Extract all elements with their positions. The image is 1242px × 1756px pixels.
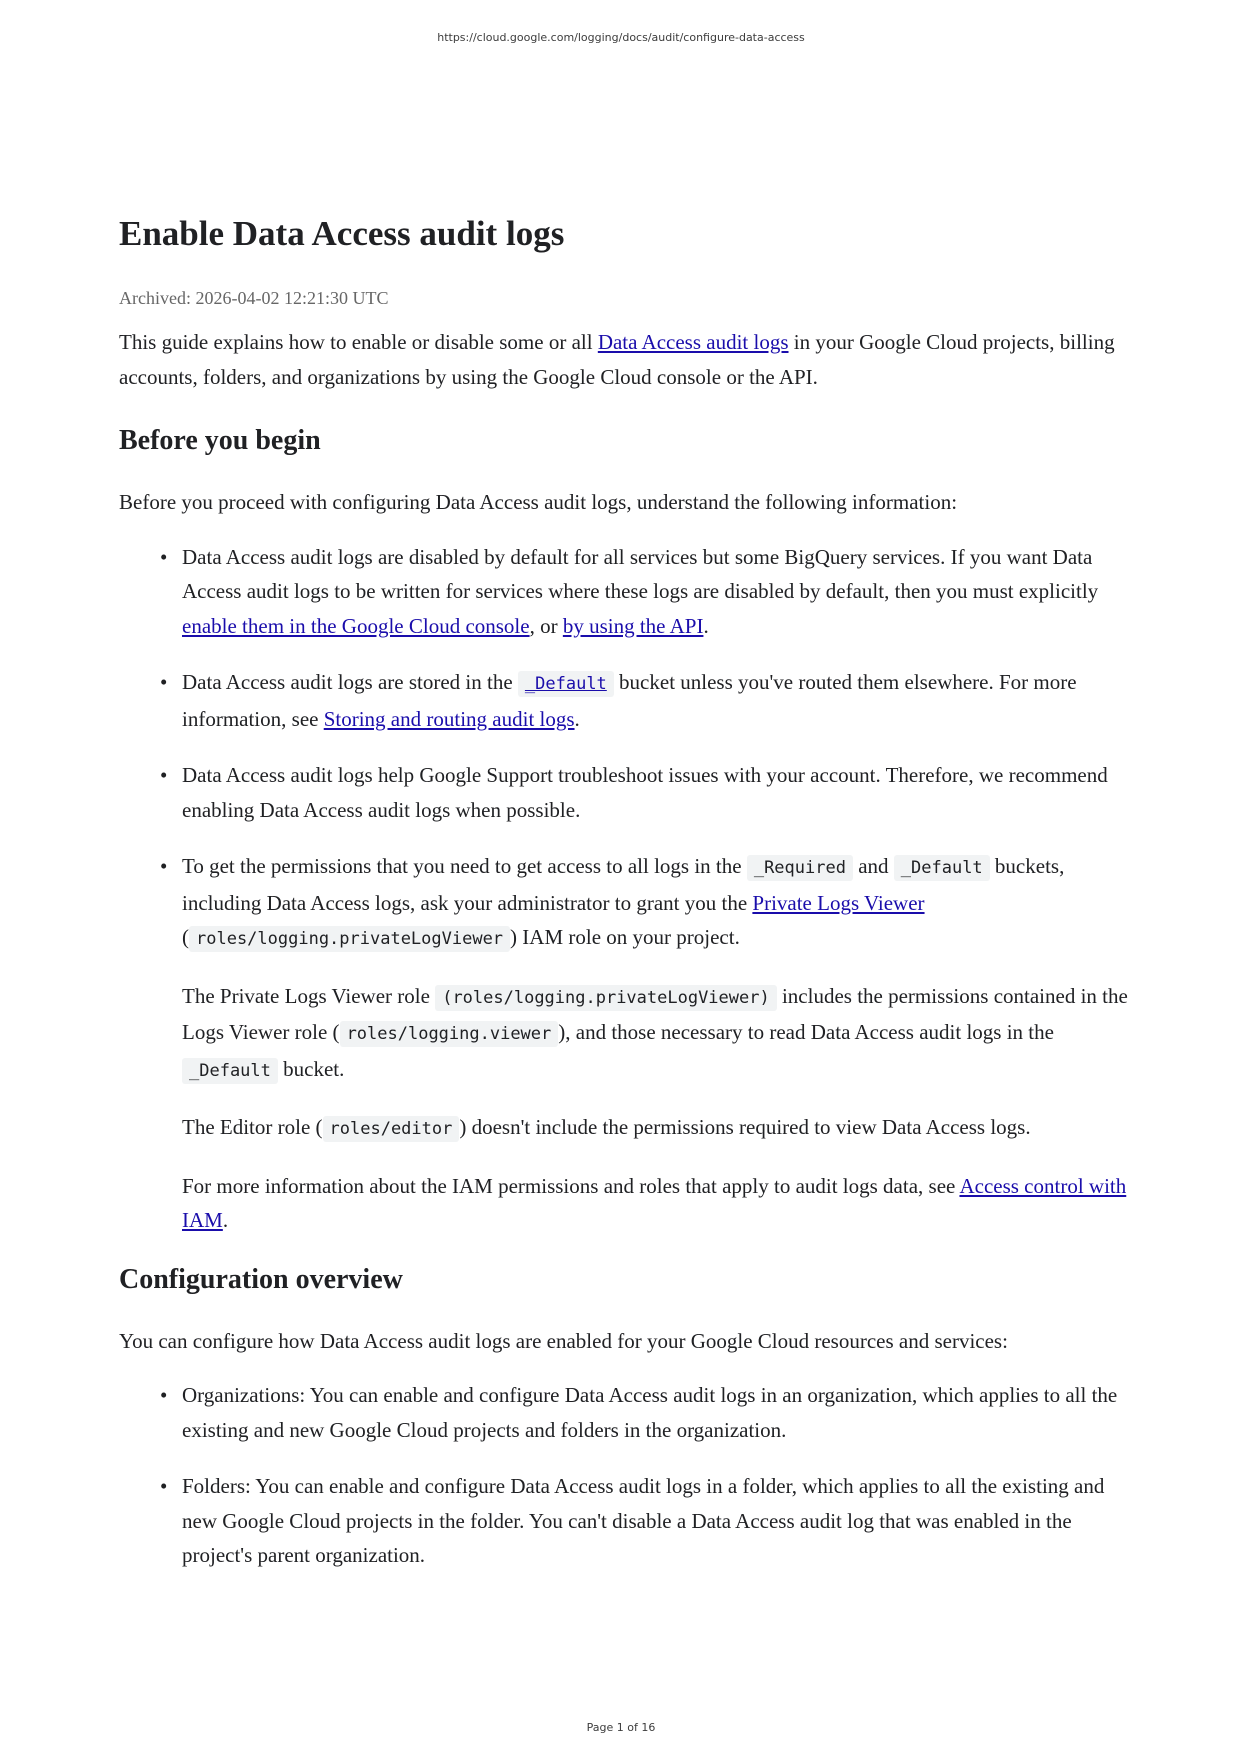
before-list [119,540,1129,1238]
list-item: • Data Access audit logs are disabled by default for all services but some BigQuery services. If you want Data Access audit logs to be written for services where these logs are disabled by default, then you must explicitly enable them in the Google Cloud console, or by using the API. [182,540,1129,644]
list-item: • Data Access audit logs are stored in the _Default bucket unless you've routed them elsewhere. For more information, see Storing and routing audit logs. [182,665,1129,736]
config-list [119,1378,1129,1573]
page-number: Page 1 of 16 [586,1721,656,1734]
enable-in-console-link[interactable]: enable them in the Google Cloud console [182,613,530,638]
before-lead-paragraph: Before you proceed with configuring Data Access audit logs, understand the following information: [119,490,958,514]
bullet-icon: • [160,1474,168,1498]
inline-code: _Default [182,1058,278,1084]
page-title: Enable Data Access audit logs [119,214,565,253]
bullet-icon: • [160,670,168,694]
inline-code: (roles/logging.privateLogViewer) [435,985,777,1011]
default-bucket-code-link[interactable]: _Default [518,671,614,697]
inline-code: roles/logging.privateLogViewer [189,926,510,952]
data-access-audit-logs-link[interactable]: Data Access audit logs [597,330,789,354]
inline-code: _Required [747,855,853,881]
private-logs-viewer-paragraph: The Private Logs Viewer role (roles/logging.privateLogViewer) includes the permissions contained in the Logs Viewer role ( roles/logging.viewer ), and those necessary to read Data Access audit logs in the _Default bucket. [182,979,1129,1089]
list-item: • Organizations: You can enable and configure Data Access audit logs in an organization, which applies to all the existing and new Google Cloud projects and folders in the organization. [182,1378,1129,1447]
page-url-header: https://cloud.google.com/logging/docs/audit/configure-data-access [437,31,805,44]
bullet-icon: • [160,544,168,569]
storing-routing-link[interactable]: Storing and routing audit logs [323,706,575,731]
archived-timestamp: Archived: 2026-04-02 12:21:30 UTC [119,288,389,308]
list-item: • Data Access audit logs help Google Support troubleshoot issues with your account. Therefore, we recommend enabling Data Access audit logs when possible. [182,758,1129,827]
bullet-icon: • [160,854,168,878]
private-logs-viewer-link[interactable]: Private Logs Viewer [752,890,925,915]
intro-paragraph: This guide explains how to enable or disable some or all Data Access audit logs in your Google Cloud projects, billing accounts, folders, and organizations by using the Google Cloud console or the API. [119,330,1115,389]
inline-code: roles/editor [323,1116,460,1142]
configuration-overview-heading: Configuration overview [119,1263,403,1295]
inline-code: _Default [894,855,990,881]
bullet-icon: • [160,763,168,787]
bullet-icon: • [160,1383,168,1407]
list-item: • To get the permissions that you need to get access to all logs in the _Required and _Default buckets, including Data Access logs, ask your administrator to grant you the Private Logs Viewer ( roles/logging.privateLogViewer ) IAM role on your project. The Private Logs Viewer role (roles/logging.privateLogViewer) includes the permissions contained in the Logs Viewer role ( roles/logging.viewer ), and those necessary to read Data Access audit logs in the _Default bucket. The Editor role ( roles/editor ) doesn't include the permissions required to view Data Access logs. For more information about the IAM permissions and roles that apply to audit logs data, see Access control with IAM. [182,849,1129,1238]
iam-info-paragraph: For more information about the IAM permissions and roles that apply to audit logs data, see Access control with IAM. [182,1173,1127,1232]
using-api-link[interactable]: by using the API [562,613,704,638]
inline-code: roles/logging.viewer [340,1021,559,1047]
list-item: • Folders: You can enable and configure Data Access audit logs in a folder, which applies to all the existing and new Google Cloud projects in the folder. You can't disable a Data Access audit log that was enabled in the project's parent organization. [182,1469,1129,1573]
config-lead-paragraph: You can configure how Data Access audit logs are enabled for your Google Cloud resources and services: [119,1328,1008,1353]
before-you-begin-heading: Before you begin [119,425,321,456]
editor-role-paragraph: The Editor role ( roles/editor ) doesn't include the permissions required to view Data Access logs. [182,1110,1129,1147]
document-body [119,210,1129,1595]
access-control-iam-link[interactable]: Access control with IAM [182,1173,1127,1232]
